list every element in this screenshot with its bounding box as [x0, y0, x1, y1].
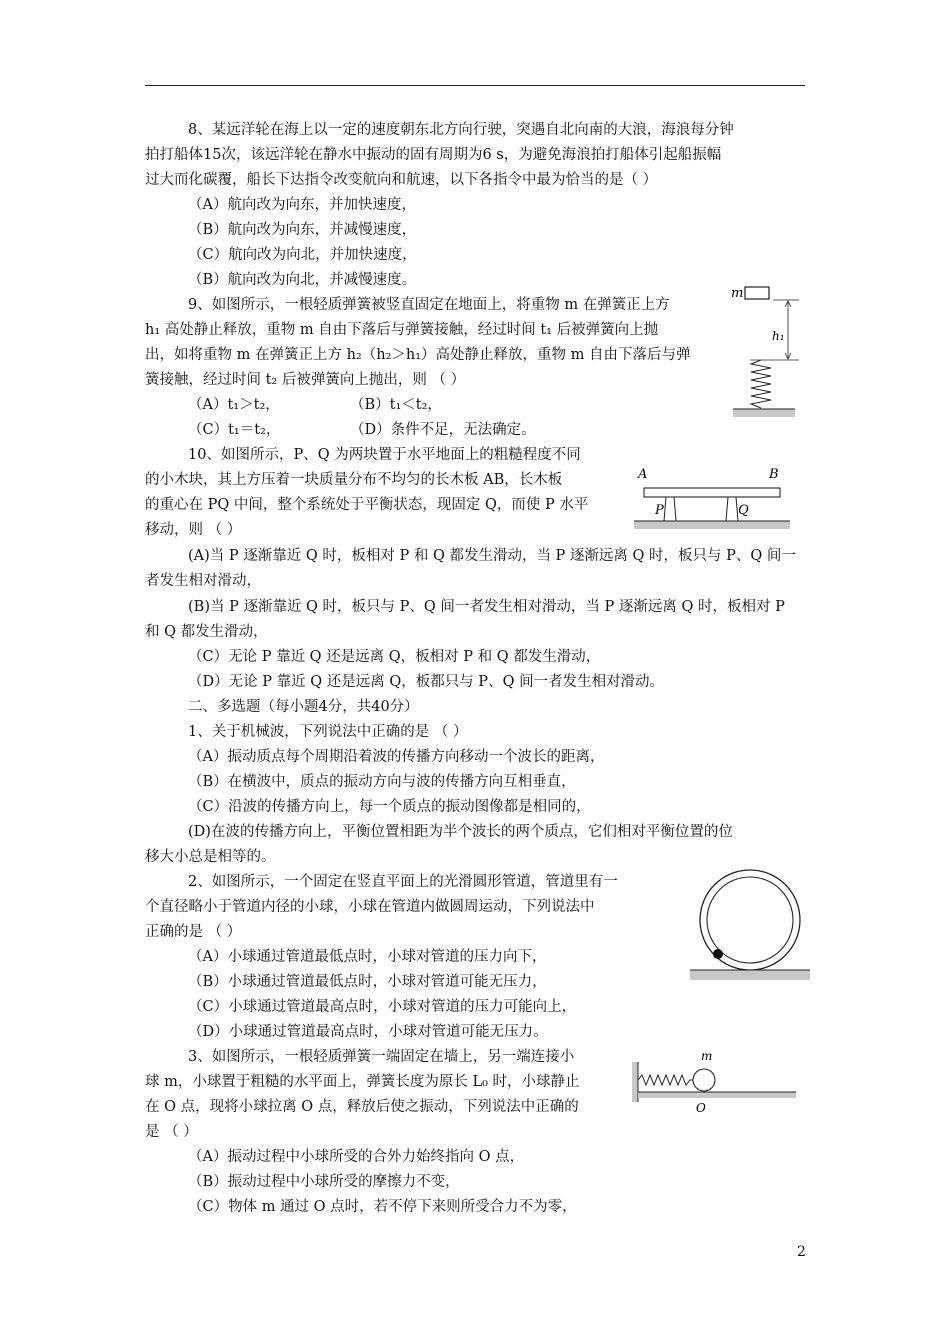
vertical-spring [751, 360, 771, 408]
text-line: h₁ 高处静止释放，重物 m 自由下落后与弹簧接触，经过时间 t₁ 后被弹簧向上抛 [145, 322, 659, 338]
text-line: 移动，则 （ ） [145, 522, 242, 538]
text-line: （D）条件不足，无法确定。 [350, 422, 536, 438]
text-line: 出，如将重物 m 在弹簧正上方 h₂（h₂＞h₁）高处静止释放，重物 m 自由下落后与弹 [145, 347, 691, 363]
text-line: (A)当 P 逐渐靠近 Q 时，板相对 P 和 Q 都发生滑动，当 P 逐渐远离 Q 时，板只与 P、Q 间一 [188, 548, 796, 564]
mass-block [745, 287, 769, 299]
ball [713, 949, 723, 959]
text-line: （C）小球通过管道最高点时，小球对管道的压力可能向上， [188, 999, 577, 1015]
text-line: （B）小球通过管道最低点时，小球对管道可能无压力， [188, 974, 547, 990]
text-line: 9、如图所示，一根轻质弹簧被竖直固定在地面上，将重物 m 在弹簧正上方 [188, 297, 670, 313]
text-line: （C）无论 P 靠近 Q 还是远离 Q，板相对 P 和 Q 都发生滑动， [188, 649, 601, 665]
text-line: 移大小总是相等的。 [145, 849, 276, 865]
text-line: 个直径略小于管道内径的小球，小球在管道内做圆周运动，下列说法中 [145, 899, 595, 915]
text-line: 是 （ ） [145, 1124, 198, 1140]
text-line: （C）物体 m 通过 O 点时，若不停下来则所受合力不为零， [188, 1199, 577, 1215]
text-line: 10、如图所示，P、Q 为两块置于水平地面上的粗糙程度不同 [188, 447, 581, 463]
text-line: 2、如图所示，一个固定在竖直平面上的光滑圆形管道，管道里有一 [188, 874, 618, 890]
horizontal-spring [638, 1075, 693, 1085]
page-number: 2 [797, 1244, 806, 1260]
mass-label: m [731, 286, 744, 301]
text-line: （A）小球通过管道最低点时，小球对管道的压力向下， [188, 949, 547, 965]
ground [690, 970, 810, 980]
text-line: 在 O 点，现将小球拉离 O 点，释放后使之振动，下列说法中正确的 [145, 1099, 579, 1115]
text-line: 拍打船体15次，该远洋轮在静水中振动的固有周期为6 s，为避免海浪拍打船体引起船振幅 [145, 147, 722, 163]
text-line: （B）航向改为向东，并减慢速度， [188, 222, 417, 238]
text-line: （B）航向改为向北，并减慢速度。 [188, 272, 417, 288]
text-line: （A）振动质点每个周期沿着波的传播方向移动一个波长的距离， [188, 749, 605, 765]
height-label: h₁ [772, 329, 785, 343]
text-line: （D）无论 P 靠近 Q 还是远离 Q，板都只与 P、Q 间一者发生相对滑动。 [188, 674, 665, 690]
text-line: 1、关于机械波，下列说法中正确的是 （ ） [188, 724, 468, 740]
block-q [726, 497, 738, 521]
text-line: 二、多选题（每小题4分，共40分） [188, 699, 419, 715]
origin-label: O [696, 1101, 706, 1115]
ground [733, 409, 795, 417]
text-line: （D）小球通过管道最高点时，小球对管道可能无压力。 [188, 1024, 548, 1040]
text-line: 和 Q 都发生滑动， [145, 624, 268, 640]
text-line: 的小木块，其上方压着一块质量分布不均匀的长木板 AB，长木板 [145, 472, 563, 488]
label-b: B [769, 467, 779, 482]
text-line: 8、某远洋轮在海上以一定的速度朝东北方向行驶，突遇自北向南的大浪，海浪每分钟 [188, 122, 734, 138]
text-line: （C）沿波的传播方向上，每一个质点的振动图像都是相同的， [188, 799, 591, 815]
ground [634, 521, 790, 529]
text-line: 者发生相对滑动， [145, 573, 261, 589]
mass-label: m [701, 1049, 713, 1063]
text-line: 正确的是 （ ） [145, 924, 242, 940]
wall-spring-figure [630, 1048, 800, 1116]
text-line: （B）在横波中，质点的振动方向与波的传播方向互相垂直， [188, 774, 576, 790]
text-line: （A）t₁＞t₂， [188, 397, 280, 413]
text-line: (D)在波的传播方向上，平衡位置相距为半个波长的两个质点，它们相对平衡位置的位 [188, 824, 733, 840]
text-line: 球 m，小球置于粗糙的水平面上，弹簧长度为原长 L₀ 时，小球静止 [145, 1074, 580, 1090]
spring-drop-figure [725, 280, 800, 420]
text-line: （A）振动过程中小球所受的合外力始终指向 O 点， [188, 1149, 525, 1165]
board-figure [632, 462, 792, 534]
ball [693, 1069, 715, 1091]
text-line: 簧接触，经过时间 t₂ 后被弹簧向上抛出，则 （ ） [145, 372, 466, 388]
long-board [644, 488, 780, 497]
text-line: 过大而化碳覆，船长下达指令改变航向和航速，以下各指令中最为恰当的是（ ） [145, 172, 658, 188]
text-line: （C）航向改为向北，并加快速度， [188, 247, 417, 263]
wall [632, 1062, 638, 1102]
label-a: A [638, 467, 648, 482]
text-line: （B）振动过程中小球所受的摩擦力不变， [188, 1174, 460, 1190]
text-line: 的重心在 PQ 中间，整个系统处于平衡状态，现固定 Q，而使 P 水平 [145, 497, 589, 513]
text-line: 3、如图所示，一根轻质弹簧一端固定在墙上，另一端连接小 [188, 1049, 575, 1065]
label-p: P [655, 503, 664, 518]
header-rule [145, 85, 805, 86]
block-p [664, 497, 676, 521]
ground [638, 1092, 796, 1098]
circular-tube-figure [688, 868, 812, 986]
label-q: Q [738, 503, 749, 518]
text-line: (B)当 P 逐渐靠近 Q 时，板只与 P、Q 间一者发生相对滑动，当 P 逐渐远离 Q 时，板相对 P [188, 599, 785, 615]
text-line: （C）t₁＝t₂， [188, 422, 281, 438]
text-line: （B）t₁＜t₂， [350, 397, 442, 413]
text-line: （A）航向改为向东，并加快速度， [188, 197, 416, 213]
